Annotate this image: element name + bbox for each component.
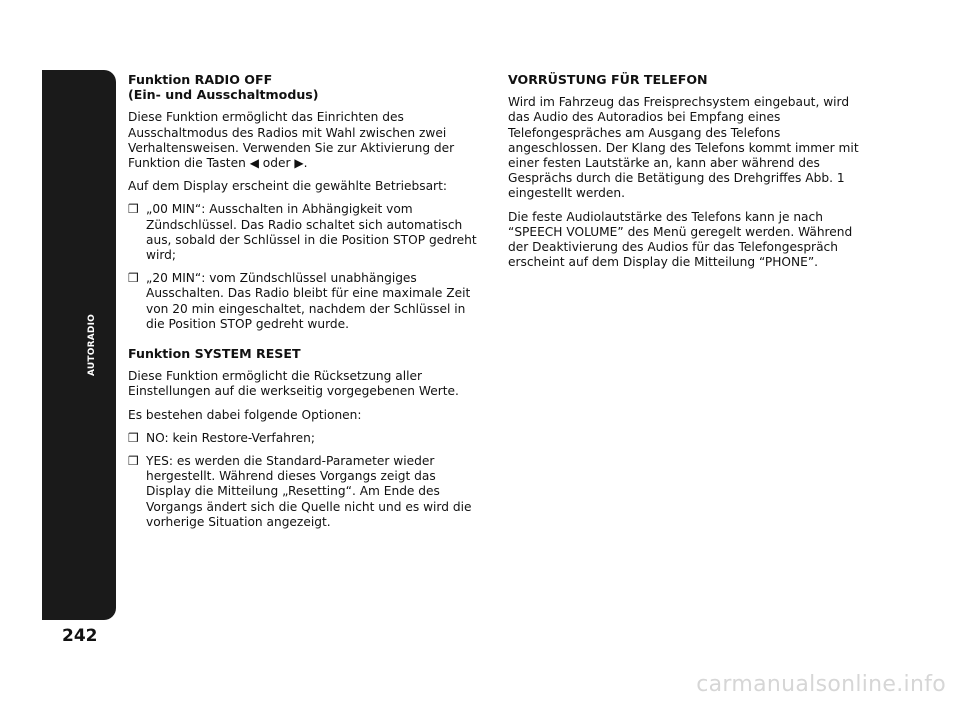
radio-off-display-text: Auf dem Display erscheint die gewählte Betriebsart: — [128, 179, 447, 194]
radio-off-heading — [128, 72, 480, 102]
checkbox-bullet-icon: ❒ — [128, 271, 139, 286]
watermark: carmanualsonline.info — [696, 672, 946, 697]
telephone-paragraph-1: Wird im Fahrzeug das Freisprechsystem eingebaut, wird das Audio des Autoradios bei Empfang eines Telefongespräches am Ausgang des Telefons angeschlossen. Der Klang des Telefons kommt immer mit einer festen Lautstärke an, kann aber während des Gesprächs durch die Betätigung des Drehgriffes Abb. 1 eingestellt werden. — [508, 95, 859, 201]
checkbox-bullet-icon: ❒ — [128, 430, 139, 445]
radio-off-intro-text: Diese Funktion ermöglicht das Einrichten des Ausschaltmodus des Radios mit Wahl zwischen zwei Verhaltensweisen. Verwenden Sie zur Aktivierung der Funktion die Tasten — [128, 110, 455, 171]
page-number: 242 — [62, 626, 98, 646]
section-label: AUTORADIO — [87, 314, 97, 376]
telephone-paragraph-2: Die feste Audiolautstärke des Telefons kann je nach “SPEECH VOLUME” des Menü geregelt werden. Während der Deaktivierung des Audios für das Telefongespräch erscheint auf dem Display die Mitteilung “PHONE”. — [508, 209, 853, 270]
list-item-text: „00 MIN“: Ausschalten in Abhängigkeit vom Zündschlüssel. Das Radio schaltet sich automatisch aus, sobald der Schlüssel in die Position STOP gedreht wird; — [146, 202, 477, 263]
radio-off-intro — [128, 110, 480, 171]
checkbox-bullet-icon: ❒ — [128, 454, 139, 469]
radio-off-intro-or: oder — [258, 156, 295, 171]
system-reset-option-list — [128, 431, 480, 530]
list-item-text: NO: kein Restore-Verfahren; — [146, 430, 315, 445]
list-item — [128, 202, 480, 263]
list-item-text: YES: es werden die Standard-Parameter wieder hergestellt. Während dieses Vorgangs zeigt das Display die Mitteilung „Resetting“. Am Ende des Vorgangs ändert sich die Quelle nicht und es wird die vorherige Situation angezeigt. — [146, 454, 472, 529]
left-column — [128, 72, 480, 538]
radio-off-heading-line1: Funktion RADIO OFF — [128, 72, 273, 87]
system-reset-intro: Diese Funktion ermöglicht die Rücksetzung aller Einstellungen auf die werkseitig vorgegebenen Werte. — [128, 369, 459, 399]
system-reset-heading: Funktion SYSTEM RESET — [128, 346, 301, 362]
arrow-left-icon: ◀ — [249, 156, 259, 171]
list-item — [128, 431, 480, 446]
radio-off-intro-end: . — [303, 156, 308, 171]
radio-off-option-list — [128, 202, 480, 332]
list-item-text: „20 MIN“: vom Zündschlüssel unabhängiges Ausschalten. Das Radio bleibt für eine maximale Zeit von 20 min eingeschaltet, nachdem der Schlüssel in die Position STOP gedreht wurde. — [146, 271, 471, 331]
arrow-right-icon: ▶ — [294, 156, 304, 171]
system-reset-options-intro: Es bestehen dabei folgende Optionen: — [128, 407, 362, 422]
sidebar-tab — [42, 70, 116, 620]
list-item — [128, 271, 480, 332]
telephone-heading: VORRÜSTUNG FÜR TELEFON — [508, 72, 708, 87]
list-item — [128, 454, 480, 530]
radio-off-heading-line2: (Ein- und Ausschaltmodus) — [128, 87, 319, 103]
right-column — [508, 72, 868, 278]
checkbox-bullet-icon: ❒ — [128, 202, 139, 217]
